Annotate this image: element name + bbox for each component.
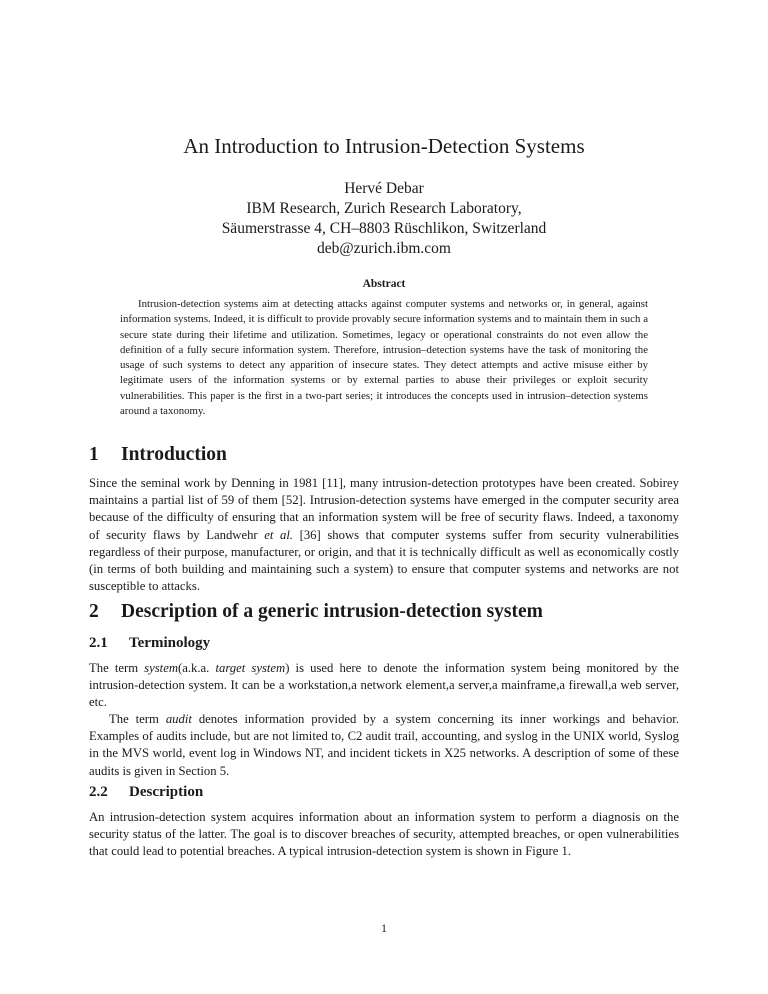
subsection-title: Description — [129, 784, 204, 800]
author-affiliation: IBM Research, Zurich Research Laboratory, — [246, 200, 522, 217]
terminology-paragraph-2 — [89, 711, 679, 780]
paper-title: An Introduction to Intrusion-Detection Systems — [183, 134, 585, 158]
section-title: Introduction — [121, 444, 227, 465]
subsection-2-1-heading — [89, 635, 210, 652]
description-paragraph: An intrusion-detection system acquires information about an information system to perform a diagnosis on the security status of the latter. The goal is to discover breaches of security, attempted breaches, or open vulnerabilities that could lead to potential breaches. A typical intrusion-detection system is shown in Figure 1. — [89, 810, 679, 859]
author-name: Hervé Debar — [344, 180, 424, 197]
subsection-title: Terminology — [129, 635, 211, 651]
text-run: Since the seminal work by Denning in 1981 [11], many intrusion-detection prototypes have been created. Sobirey maintains a partial list of 59 of them [52]. Intrusion-detection systems have emerged in the computer security area because of the difficulty of ensuring that an information system will be free of security flaws. Indeed, a taxonomy of security flaws by Landwehr — [89, 476, 679, 542]
text-run: [36] shows that computer systems suffer from security vulnerabilities regardless of their purpose, manufacturer, or origin, and that it is technically difficult as well as economically costly (in terms of both building and maintaining such a system) to ensure that computer systems and networks are not susceptible to attacks. — [89, 527, 679, 594]
text-run: denotes information provided by a system concerning its inner workings and behavior. Examples of audits include, but are not limited to, C2 audit trail, accounting, and syslog in the UNIX world, Syslog in the MVS world, event log in Windows NT, and incident tickets in X25 networks. A description of some of these audits is given in Section 5. — [89, 712, 679, 778]
section-number: 2 — [89, 601, 99, 622]
text-run: The term — [109, 712, 166, 726]
emphasis-text: audit — [165, 712, 192, 726]
section-1-heading — [89, 444, 227, 466]
section-title: Description of a generic intrusion-detection system — [121, 601, 543, 622]
subsection-number: 2.2 — [89, 784, 108, 800]
text-run: (a.k.a. — [178, 661, 216, 675]
author-block — [0, 179, 768, 259]
author-address: Säumerstrasse 4, CH–8803 Rüschlikon, Switzerland — [221, 220, 547, 237]
subsection-2-2-heading — [89, 784, 203, 801]
abstract-heading: Abstract — [362, 278, 406, 290]
section-1-paragraph — [89, 475, 679, 595]
emphasis-text: system — [144, 661, 178, 675]
author-email: deb@zurich.ibm.com — [317, 240, 451, 257]
section-number: 1 — [89, 444, 99, 465]
terminology-paragraph-1 — [89, 660, 679, 712]
subsection-number: 2.1 — [89, 635, 108, 651]
section-2-heading — [89, 601, 543, 623]
text-run: The term — [89, 661, 145, 675]
abstract-text: Intrusion-detection systems aim at detecting attacks against computer systems and networks or, in general, against information systems. Indeed, it is difficult to provide provably secure information systems and to maintain them in such a secure state during their lifetime and utilization. Sometimes, legacy or operational constraints do not even allow the definition of a fully secure information system. Therefore, intrusion–detection systems have the task of monitoring the usage of such systems to detect any apparition of insecure states. They detect attempts and active misuse either by legitimate users of the information systems or by external parties to abuse their privileges or exploit security vulnerabilities. This paper is the first in a two-part series; it introduces the concepts used in intrusion–detection systems around a taxonomy. — [120, 298, 648, 418]
text-run: ) is used here to denote the information system being monitored by the intrusion-detection system. It can be a workstation,a network element,a server,a mainframe,a firewall,a web server, etc. — [89, 661, 679, 710]
emphasis-text: target system — [215, 661, 286, 675]
emphasis-text: et al. — [264, 527, 294, 542]
page-number: 1 — [381, 921, 387, 935]
